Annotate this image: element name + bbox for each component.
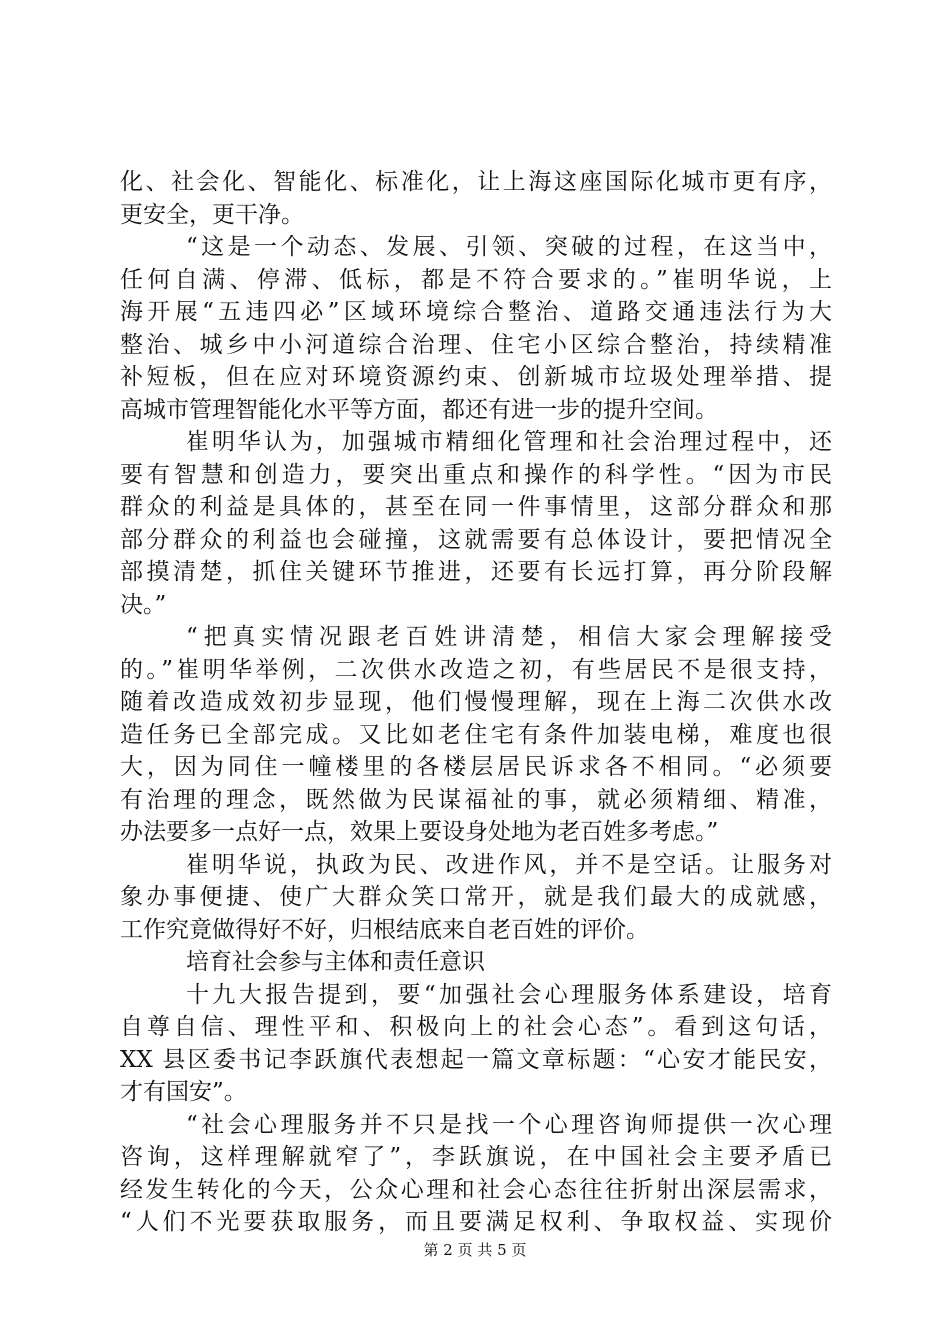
text-line: “人们不光要获取服务，而且要满足权利、争取权益、实现价 [120,1209,832,1235]
text-line: “社会心理服务并不只是找一个心理咨询师提供一次心理 [186,1111,832,1138]
text-line: “把真实情况跟老百姓讲清楚，相信大家会理解接受 [186,624,832,650]
text-line: 化、社会化、智能化、标准化，让上海这座国际化城市更有序， [120,169,832,195]
text-line: 办法要多一点好一点，效果上要设身处地为老百姓多考虑。” [120,819,719,845]
text-line: 自尊自信、理性平和、积极向上的社会心态”。看到这句话， [120,1014,832,1040]
text-line: 的。”崔明华举例，二次供水改造之初，有些居民不是很支持， [120,656,832,683]
text-line: 崔明华认为，加强城市精细化管理和社会治理过程中，还 [186,429,832,455]
text-line: 更安全，更干净。 [120,201,304,228]
text-line: 大，因为同住一幢楼里的各楼层居民诉求各不相同。“必须要 [120,754,832,780]
text-line: “这是一个动态、发展、引领、突破的过程，在这当中， [186,234,832,260]
text-line: 造任务已全部完成。又比如老住宅有条件加装电梯，难度也很 [120,721,832,748]
page-footer: 第 2 页 共 5 页 [423,1241,527,1259]
text-line: 象办事便捷、使广大群众笑口常开，就是我们最大的成就感， [120,884,832,910]
text-line: 咨询，这样理解就窄了”，李跃旗说，在中国社会主要矛盾已 [120,1144,832,1170]
text-line: XX 县区委书记李跃旗代表想起一篇文章标题：“心安才能民安， [120,1046,832,1073]
text-line: 经发生转化的今天，公众心理和社会心态往往折射出深层需求， [120,1176,832,1203]
text-line: 补短板，但在应对环境资源约束、创新城市垃圾处理举措、提 [120,364,832,390]
text-line: 十九大报告提到，要“加强社会心理服务体系建设，培育 [186,981,832,1008]
text-line: 崔明华说，执政为民、改进作风，并不是空话。让服务对 [186,851,832,878]
text-line: 部摸清楚，抓住关键环节推进，还要有长远打算，再分阶段解 [120,559,832,585]
text-line: 海开展“五违四必”区域环境综合整治、道路交通违法行为大 [120,299,832,325]
text-line: 工作究竟做得好不好，归根结底来自老百姓的评价。 [120,916,649,943]
text-line: 决。” [120,591,167,618]
text-line: 培育社会参与主体和责任意识 [186,949,485,975]
text-line: 高城市管理智能化水平等方面，都还有进一步的提升空间。 [120,396,718,423]
text-line: 要有智慧和创造力，要突出重点和操作的科学性。“因为市民 [120,461,832,488]
text-line: 群众的利益是具体的，甚至在同一件事情里，这部分群众和那 [120,494,832,520]
text-line: 部分群众的利益也会碰撞，这就需要有总体设计，要把情况全 [120,526,832,553]
text-line: 有治理的理念，既然做为民谋福祉的事，就必须精细、精准， [120,786,832,813]
text-line: 才有国安”。 [120,1079,247,1105]
text-line: 任何自满、停滞、低标，都是不符合要求的。”崔明华说，上 [120,266,832,293]
text-line: 整治、城乡中小河道综合治理、住宅小区综合整治，持续精准 [120,331,832,358]
text-line: 随着改造成效初步显现，他们慢慢理解，现在上海二次供水改 [120,689,832,715]
document-body [120,166,832,1239]
